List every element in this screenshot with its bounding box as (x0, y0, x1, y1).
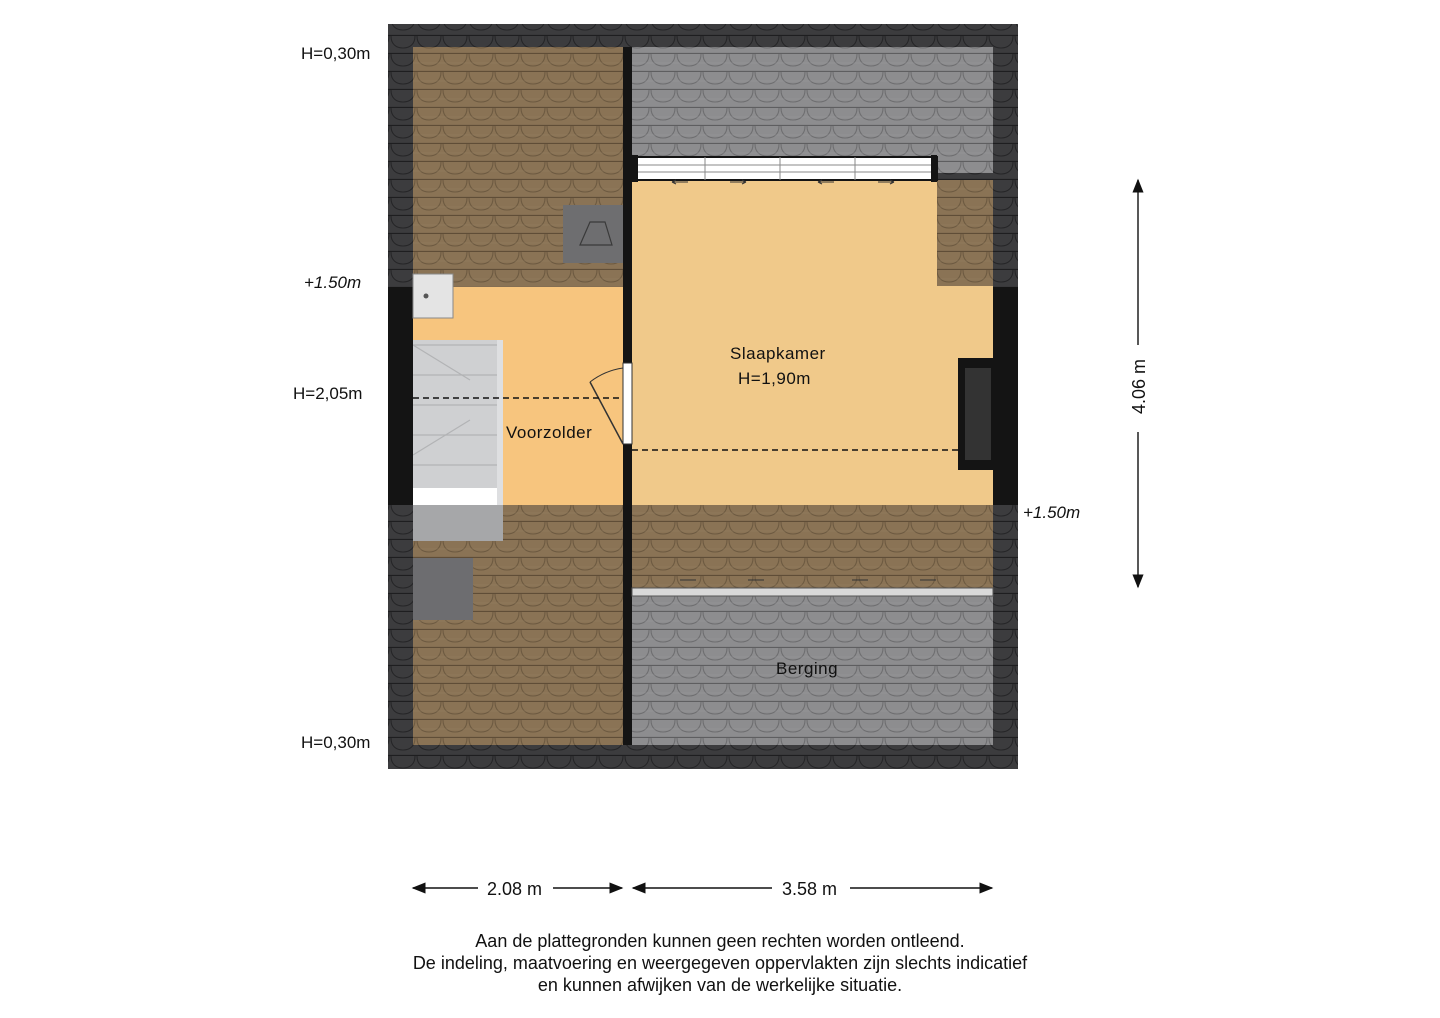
disclaimer (0, 930, 1440, 996)
built-in-closet (958, 358, 993, 470)
sink-icon (413, 274, 453, 318)
room-label-voorzolder: Voorzolder (506, 423, 593, 442)
wall-right (993, 287, 1018, 505)
disclaimer-line: en kunnen afwijken van de werkelijke situatie. (537, 975, 903, 995)
dimension-label-depth: 4.06 m (1129, 358, 1149, 414)
room-height-slaapkamer: H=1,90m (738, 369, 811, 388)
disclaimer-line: Aan de plattegronden kunnen geen rechten worden ontleend. (475, 931, 965, 951)
height-label-mid-left: H=2,05m (293, 384, 363, 403)
wall-voorzolder-left (388, 287, 413, 505)
room-label-slaapkamer: Slaapkamer (730, 344, 826, 363)
roof-brown-right-corner (937, 180, 993, 286)
dormer-window (632, 155, 937, 182)
roof-hatch-icon (563, 205, 623, 263)
roof-grey-top-right (937, 47, 993, 173)
height-label-knee-right: +1.50m (1023, 503, 1081, 522)
room-label-berging: Berging (776, 659, 839, 678)
floor-slaapkamer (632, 180, 937, 505)
height-label-top-left: H=0,30m (301, 44, 371, 63)
disclaimer-line: De indeling, maatvoering en weergegeven oppervlakten zijn slechts indicatief (412, 953, 1028, 973)
wall-center-lower (623, 444, 632, 745)
height-label-bottom-left: H=0,30m (301, 733, 371, 752)
dimension-label-width-right: 3.58 m (782, 879, 838, 899)
height-label-knee-left: +1.50m (304, 273, 362, 292)
roof-window-block (413, 558, 473, 620)
staircase (413, 340, 503, 541)
roof-brown-bottom-strip (632, 505, 993, 590)
dimension-label-width-left: 2.08 m (487, 879, 543, 899)
wall-center (623, 47, 632, 363)
